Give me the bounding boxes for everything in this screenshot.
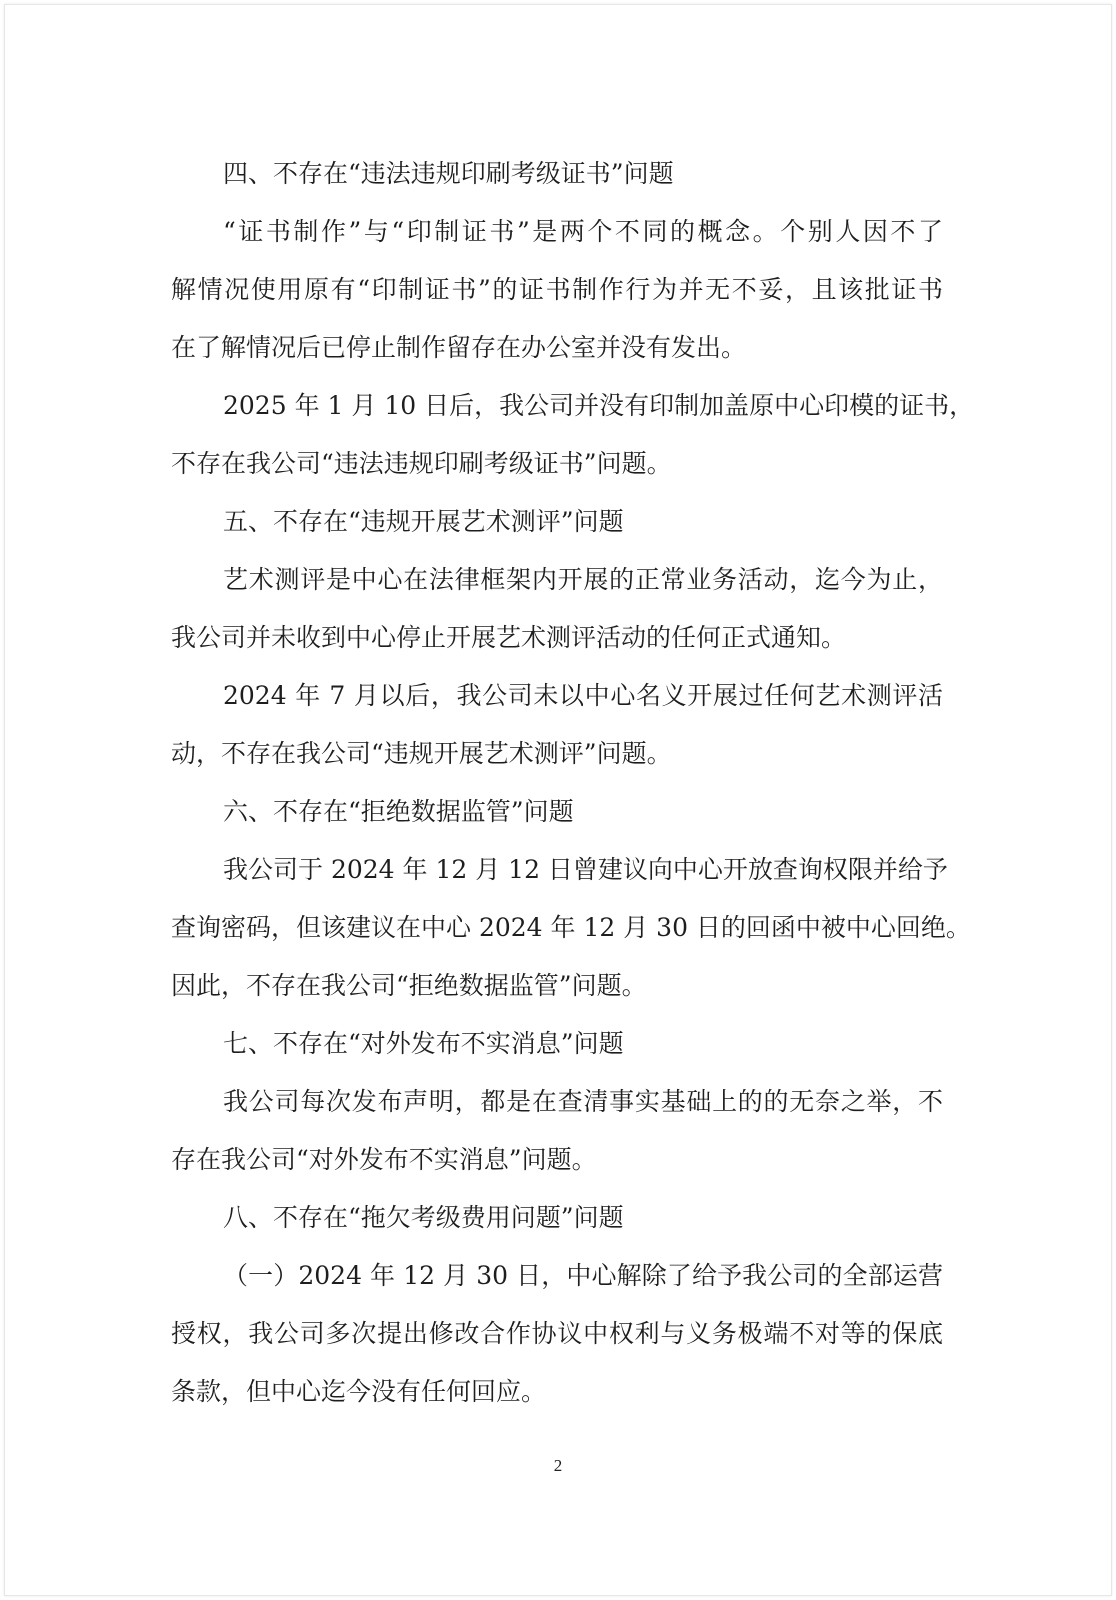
text-line: 2025 年 1 月 10 日后，我公司并没有印制加盖原中心印模的证书， xyxy=(223,391,975,420)
text-line: 在了解情况后已停止制作留存在办公室并没有发出。 xyxy=(171,333,747,362)
paragraph xyxy=(171,1247,943,1421)
section-heading xyxy=(171,783,943,841)
text-line: 存在我公司“对外发布不实消息”问题。 xyxy=(171,1145,597,1174)
text-line: 2024 年 7 月以后，我公司未以中心名义开展过任何艺术测评活 xyxy=(223,681,943,710)
section-heading xyxy=(171,1189,943,1247)
text-line: 四、不存在“违法违规印刷考级证书”问题 xyxy=(223,159,674,188)
text-line: 查询密码，但该建议在中心 2024 年 12 月 30 日的回函中被中心回绝。 xyxy=(171,913,971,942)
paragraph xyxy=(171,203,943,377)
section-heading xyxy=(171,145,943,203)
text-line: （一）2024 年 12 月 30 日，中心解除了给予我公司的全部运营 xyxy=(223,1261,943,1290)
text-line: 六、不存在“拒绝数据监管”问题 xyxy=(223,797,574,826)
text-line: 我公司于 2024 年 12 月 12 日曾建议向中心开放查询权限并给予 xyxy=(223,855,948,884)
section-heading xyxy=(171,493,943,551)
paragraph xyxy=(171,551,943,667)
text-line: 七、不存在“对外发布不实消息”问题 xyxy=(223,1029,624,1058)
paragraph xyxy=(171,1073,943,1189)
text-line: 授权，我公司多次提出修改合作协议中权利与义务极端不对等的保底 xyxy=(171,1319,943,1348)
paragraph xyxy=(171,377,975,493)
paragraph xyxy=(171,841,971,1015)
text-line: 不存在我公司“违法违规印刷考级证书”问题。 xyxy=(171,449,672,478)
page-number: 2 xyxy=(553,1456,563,1475)
text-line: 艺术测评是中心在法律框架内开展的正常业务活动，迄今为止， xyxy=(223,565,943,594)
text-line: “证书制作”与“印制证书”是两个不同的概念。个别人因不了 xyxy=(223,217,943,246)
text-line: 五、不存在“违规开展艺术测评”问题 xyxy=(223,507,624,536)
document-body xyxy=(171,145,975,1421)
text-line: 条款，但中心迄今没有任何回应。 xyxy=(171,1377,547,1406)
text-line: 解情况使用原有“印制证书”的证书制作行为并无不妥，且该批证书 xyxy=(171,275,943,304)
text-line: 动，不存在我公司“违规开展艺术测评”问题。 xyxy=(171,739,672,768)
text-line: 八、不存在“拖欠考级费用问题”问题 xyxy=(223,1203,624,1232)
section-heading xyxy=(171,1015,943,1073)
paragraph xyxy=(171,667,943,783)
text-line: 我公司每次发布声明，都是在查清事实基础上的的无奈之举，不 xyxy=(223,1087,943,1116)
document-page xyxy=(4,4,1112,1596)
text-line: 因此，不存在我公司“拒绝数据监管”问题。 xyxy=(171,971,647,1000)
text-line: 我公司并未收到中心停止开展艺术测评活动的任何正式通知。 xyxy=(171,623,847,652)
